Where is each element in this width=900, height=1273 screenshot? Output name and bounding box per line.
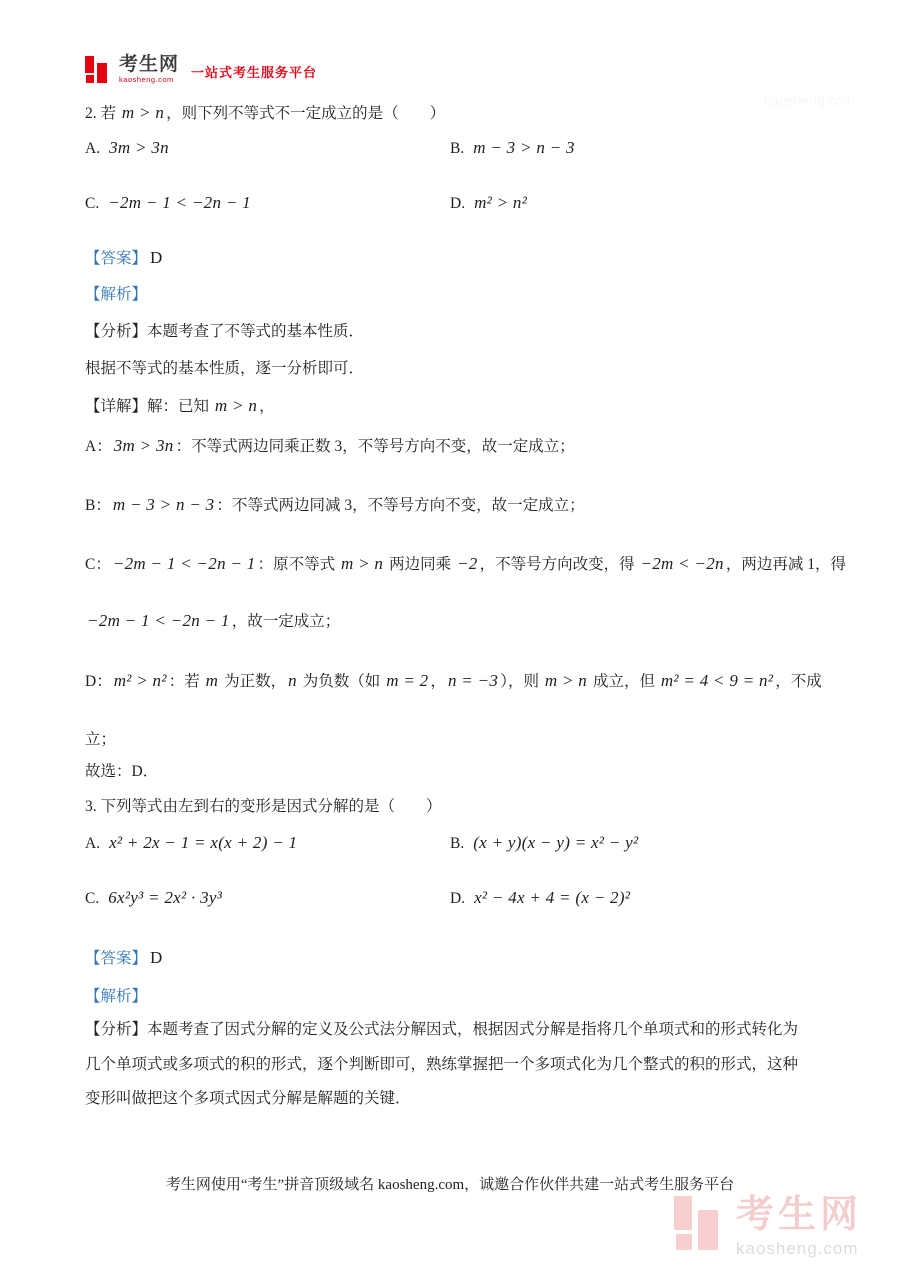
text-run: ，	[259, 398, 275, 415]
q2-analysis-line-1	[85, 320, 855, 344]
q3-option-a-label: A.	[85, 835, 101, 852]
q2-option-c	[85, 193, 253, 213]
math-expression: m = 2	[386, 671, 429, 690]
text-run: 为正数，	[220, 673, 287, 690]
q2-detail-b	[85, 492, 855, 518]
math-expression: −2m < −2n	[640, 554, 724, 573]
q2-detail-c-2	[85, 608, 855, 634]
q3-answer-value: D	[150, 948, 163, 967]
text-run: ，	[430, 673, 446, 690]
q3-analysis-line-2	[85, 1053, 855, 1077]
q2-detail-intro	[85, 393, 855, 419]
math-expression: −2m − 1 < −2n − 1	[87, 611, 230, 630]
math-expression: −2	[457, 554, 478, 573]
text-run: ：不等式两边同减 3，不等号方向不变，故一定成立；	[216, 497, 585, 514]
text-run: D：	[85, 673, 112, 690]
text-run: ，故一定成立；	[231, 613, 341, 630]
q2-option-b	[450, 138, 577, 158]
q3-analysis-line-1	[85, 1018, 855, 1042]
text-run: 几个单项式或多项式的积的形式，逐个判断即可，熟练掌握把一个多项式化为几个整式的积的形式，这种	[85, 1056, 799, 1073]
q3-option-b-label: B.	[450, 835, 465, 852]
q3-jiexi-tag: 【解析】	[85, 988, 148, 1005]
q2-analysis-line-2	[85, 357, 855, 381]
text-run: 2. 若	[85, 105, 120, 122]
text-run: ，不成	[775, 673, 822, 690]
brand-name: 考生网	[119, 54, 180, 75]
math-expression: m > n	[544, 671, 588, 690]
q2-option-b-label: B.	[450, 140, 465, 157]
q3-answer-line	[85, 945, 855, 971]
text-run: 根据不等式的基本性质，逐一分析即可．	[85, 360, 365, 377]
q2-detail-d-2	[85, 728, 855, 752]
q2-option-c-label: C.	[85, 195, 100, 212]
text-run: 两边同乘	[385, 556, 455, 573]
q3-answer-tag: 【答案】	[85, 950, 148, 967]
q2-detail-c-1	[85, 551, 855, 577]
math-expression: n = −3	[447, 671, 499, 690]
q2-option-a-formula: 3m > 3n	[109, 138, 169, 157]
q3-option-b-formula: (x + y)(x − y) = x² − y²	[473, 833, 639, 852]
text-run: ：不等式两边同乘正数 3，不等号方向不变，故一定成立；	[175, 438, 575, 455]
q3-jiexi-line	[85, 985, 855, 1009]
text-run: ：若	[168, 673, 204, 690]
q3-option-d-label: D.	[450, 890, 466, 907]
text-run: 变形叫做把这个多项式因式分解是解题的关键．	[85, 1090, 411, 1107]
math-expression: n	[288, 671, 297, 690]
q2-jiexi-tag: 【解析】	[85, 286, 148, 303]
q2-option-d	[450, 193, 529, 213]
q2-option-d-formula: m² > n²	[474, 193, 528, 212]
math-expression: m	[205, 671, 219, 690]
header-logo	[85, 55, 317, 84]
math-expression: m² = 4 < 9 = n²	[660, 671, 774, 690]
watermark-text	[736, 1196, 862, 1257]
text-run: 【详解】解：已知	[85, 398, 213, 415]
math-expression: m² > n²	[113, 671, 167, 690]
math-expression: 3m > 3n	[113, 436, 174, 455]
q2-option-c-formula: −2m − 1 < −2n − 1	[108, 193, 251, 212]
text-run: ：原不等式	[257, 556, 339, 573]
q2-answer-value: D	[150, 248, 163, 267]
q2-option-d-label: D.	[450, 195, 466, 212]
text-run: 【分析】本题考查了不等式的基本性质．	[85, 323, 365, 340]
text-run: 为负数（如	[298, 673, 385, 690]
q3-option-c-formula: 6x²y³ = 2x² · 3y³	[108, 888, 223, 907]
text-run: ，则下列不等式不一定成立的是（ ）	[166, 105, 446, 122]
text-run: ），则	[500, 673, 543, 690]
kaosheng-logo-icon	[85, 56, 111, 84]
logo-text	[119, 55, 179, 84]
text-run: 【分析】本题考查了因式分解的定义及公式法分解因式，根据因式分解是指将几个单项式和的形式转化为	[85, 1021, 799, 1038]
q3-option-c	[85, 888, 224, 908]
q2-jiexi-line	[85, 283, 855, 307]
q2-option-b-formula: m − 3 > n − 3	[473, 138, 575, 157]
watermark-logo-icon	[674, 1196, 726, 1254]
text-run: 3. 下列等式由左到右的变形是因式分解的是（ ）	[85, 798, 442, 815]
q2-answer-tag: 【答案】	[85, 250, 148, 267]
text-run: 故选：D．	[85, 763, 159, 780]
watermark-domain-text: kaosheng.com	[763, 92, 855, 108]
text-run: 成立，但	[589, 673, 659, 690]
q2-detail-d-1	[85, 668, 855, 694]
q2-option-a	[85, 138, 171, 158]
q2-detail-a	[85, 433, 855, 459]
q3-option-d-formula: x² − 4x + 4 = (x − 2)²	[474, 888, 631, 907]
watermark-brand-name: 考生网	[735, 1194, 862, 1236]
watermark-bottom-right	[674, 1196, 862, 1257]
q2-answer-line	[85, 245, 855, 271]
q3-stem	[85, 795, 855, 819]
text-run: 立；	[85, 731, 117, 748]
math-expression: m > n	[214, 396, 258, 415]
text-run: ，两边再减 1，得	[725, 556, 847, 573]
q3-analysis-line-3	[85, 1087, 855, 1111]
q2-conclusion	[85, 760, 855, 784]
text-run: A：	[85, 438, 112, 455]
math-expression: m > n	[340, 554, 384, 573]
brand-tagline: 一站式考生服务平台	[191, 64, 318, 80]
q2-option-a-label: A.	[85, 140, 101, 157]
q3-option-b	[450, 833, 640, 853]
text-run: C：	[85, 556, 111, 573]
q3-option-c-label: C.	[85, 890, 100, 907]
q2-stem	[85, 100, 855, 126]
math-expression: −2m − 1 < −2n − 1	[112, 554, 256, 573]
text-run: B：	[85, 497, 111, 514]
q3-option-d	[450, 888, 632, 908]
q3-option-a	[85, 833, 299, 853]
math-expression: m > n	[121, 103, 165, 122]
q3-option-a-formula: x² + 2x − 1 = x(x + 2) − 1	[109, 833, 298, 852]
footer-text: 考生网使用“考生”拼音顶级域名 kaosheng.com，诚邀合作伙伴共建一站式考生服务平台	[165, 1177, 735, 1193]
math-expression: m − 3 > n − 3	[112, 495, 215, 514]
watermark-brand-domain: kaosheng.com	[735, 1239, 859, 1258]
brand-domain: kaosheng.com	[119, 75, 174, 84]
text-run: ，不等号方向改变，得	[479, 556, 639, 573]
